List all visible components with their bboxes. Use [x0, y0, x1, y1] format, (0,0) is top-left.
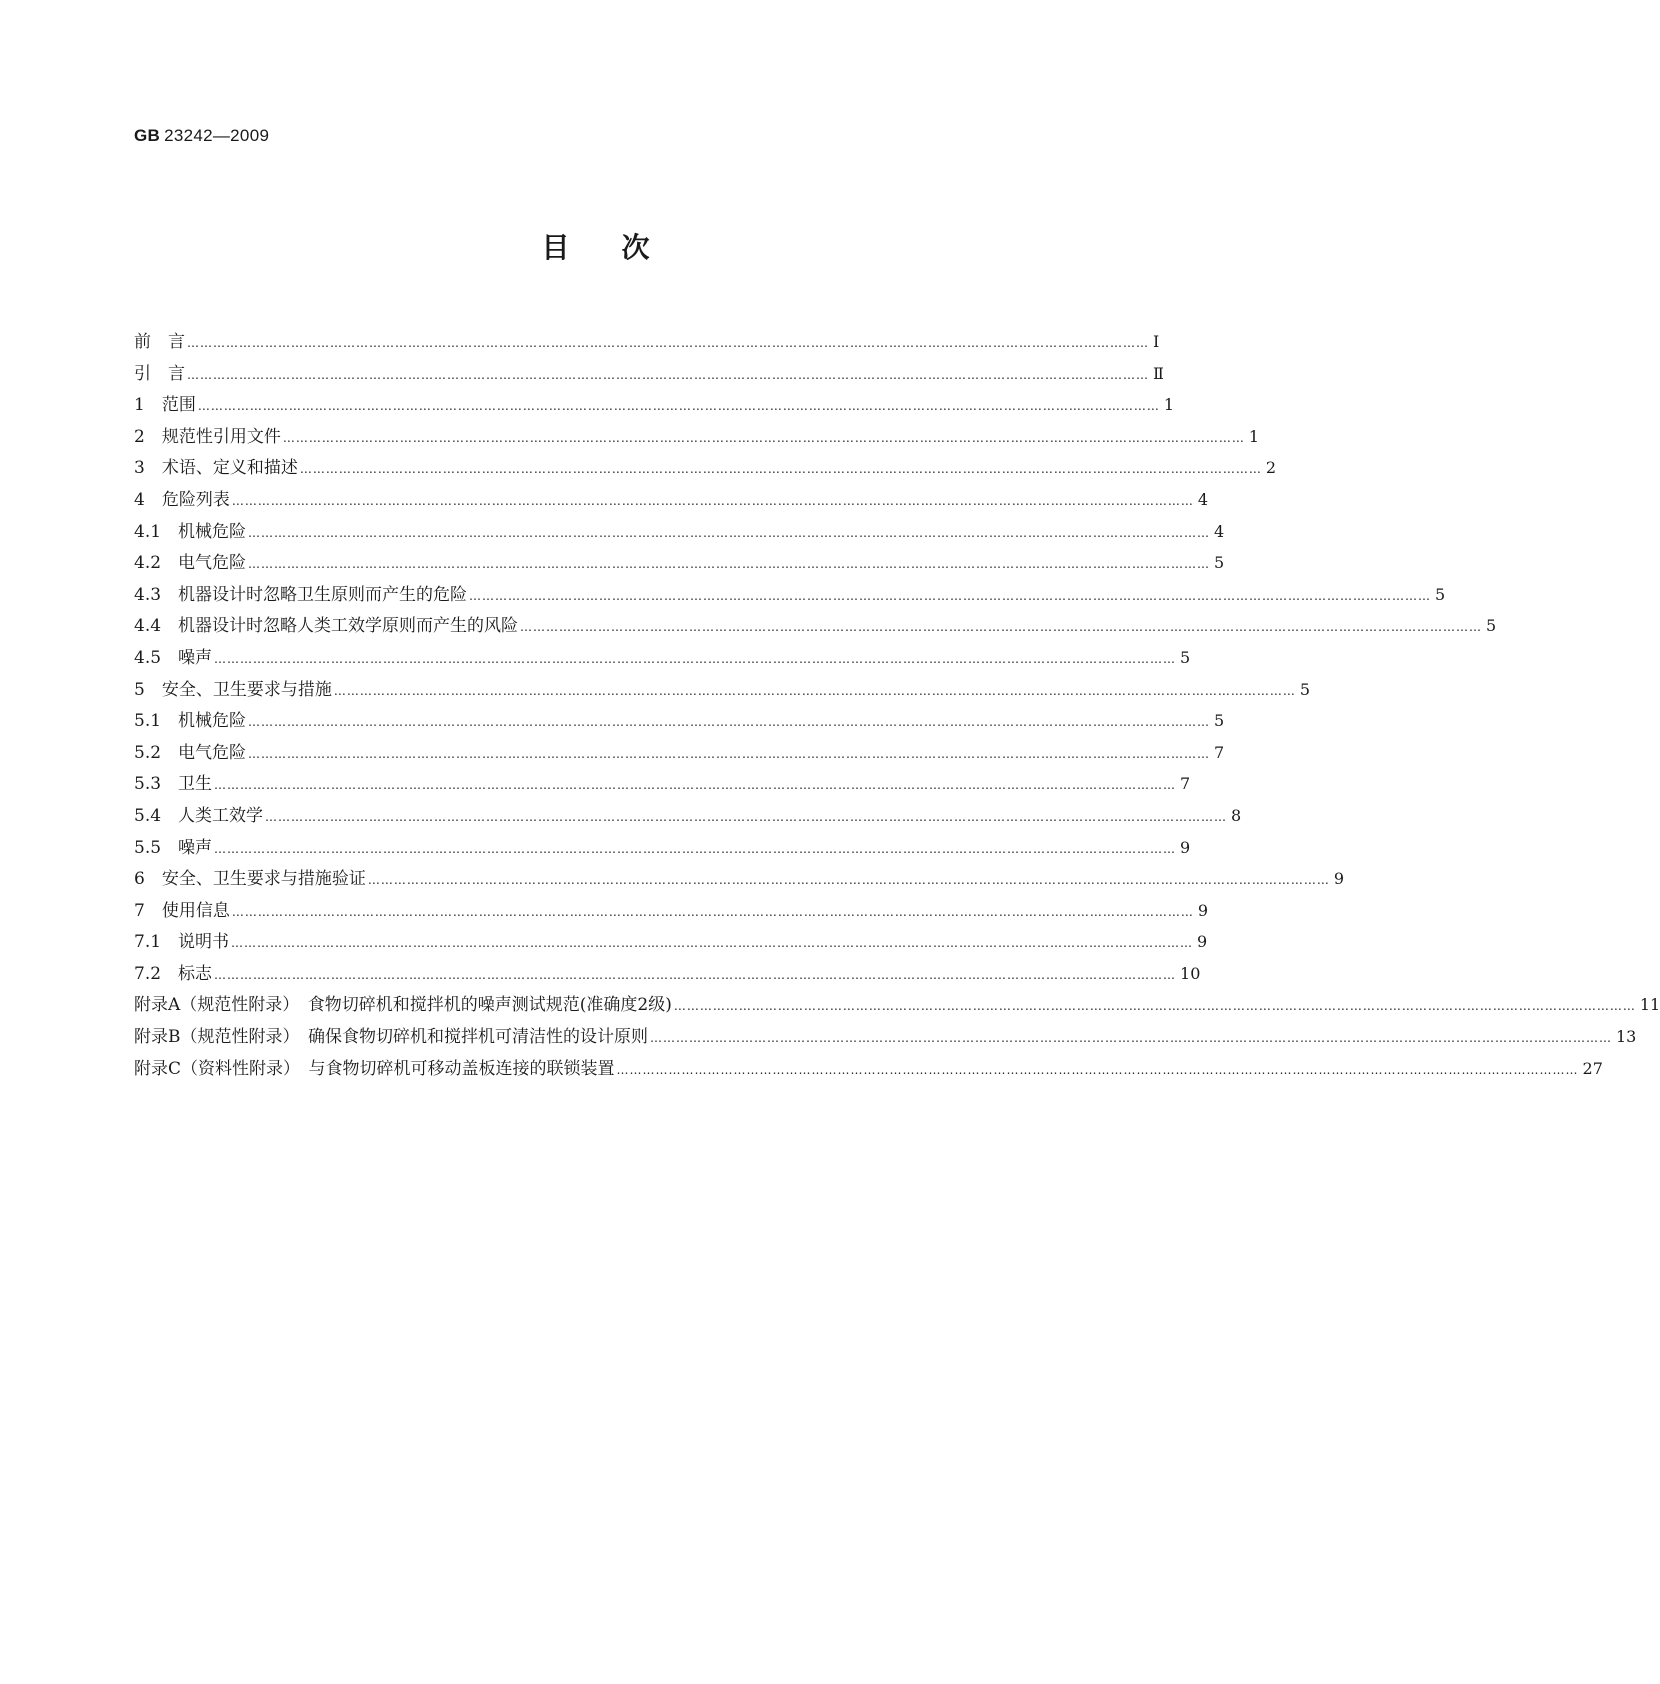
toc-entry-label: 附录B（规范性附录） 确保食物切碎机和搅拌机可清洁性的设计原则 — [134, 1027, 648, 1048]
toc-entry-label: 6 安全、卫生要求与措施验证 — [134, 869, 366, 890]
toc-entry[interactable] — [134, 453, 1277, 485]
toc-leader-dots: …………………………………………………………………………………………………………………………………………………………………………………………………… — [673, 999, 1636, 1014]
toc-entry-label: 5 安全、卫生要求与措施 — [134, 679, 332, 700]
toc-leader-dots: …………………………………………………………………………………………………………………………………………………………………………………………………… — [248, 557, 1211, 572]
toc-entry-label: 附录A（规范性附录） 食物切碎机和搅拌机的噪声测试规范(准确度2级) — [134, 995, 672, 1016]
toc-leader-dots: …………………………………………………………………………………………………………………………………………………………………………………………………… — [520, 620, 1483, 635]
toc-leader-dots: …………………………………………………………………………………………………………………………………………………………………………………………………… — [214, 967, 1177, 982]
toc-entry-label: 1 范围 — [134, 395, 196, 416]
toc-entry[interactable] — [134, 801, 1242, 833]
toc-leader-dots: …………………………………………………………………………………………………………………………………………………………………………………………………… — [333, 683, 1296, 698]
toc-entry-page: 11 — [1639, 995, 1660, 1015]
toc-leader-dots: …………………………………………………………………………………………………………………………………………………………………………………………………… — [299, 462, 1262, 477]
document-header — [134, 126, 269, 146]
page-title: 目次 — [541, 231, 702, 264]
toc-entry-label: 4 危险列表 — [134, 489, 230, 510]
toc-entry[interactable] — [134, 359, 1164, 391]
table-of-contents — [134, 327, 1660, 1085]
toc-entry[interactable] — [134, 738, 1225, 770]
toc-entry-label: 7.1 说明书 — [134, 932, 230, 953]
toc-leader-dots: …………………………………………………………………………………………………………………………………………………………………………………………………… — [248, 525, 1211, 540]
toc-entry[interactable] — [134, 548, 1225, 580]
toc-entry[interactable] — [134, 643, 1191, 675]
toc-entry[interactable] — [134, 580, 1446, 612]
toc-entry-page: 27 — [1582, 1058, 1603, 1078]
toc-entry-page: 5 — [1486, 616, 1497, 636]
toc-entry-page: Ⅰ — [1153, 332, 1160, 351]
toc-entry[interactable] — [134, 990, 1660, 1022]
toc-entry-page: 5 — [1214, 553, 1225, 573]
toc-entry-label: 4.2 电气危险 — [134, 553, 247, 574]
toc-leader-dots: …………………………………………………………………………………………………………………………………………………………………………………………………… — [214, 841, 1177, 856]
toc-entry-page: Ⅱ — [1153, 363, 1164, 383]
toc-leader-dots: …………………………………………………………………………………………………………………………………………………………………………………………………… — [187, 367, 1149, 382]
toc-entry-page: 10 — [1180, 963, 1201, 983]
toc-entry-label: 前 言 — [134, 332, 185, 352]
toc-leader-dots: …………………………………………………………………………………………………………………………………………………………………………………………………… — [616, 1062, 1579, 1077]
toc-entry[interactable] — [134, 327, 1160, 359]
toc-entry-page: 7 — [1180, 774, 1191, 794]
toc-entry-page: 4 — [1214, 521, 1225, 541]
toc-leader-dots: …………………………………………………………………………………………………………………………………………………………………………………………………… — [282, 430, 1245, 445]
toc-leader-dots: …………………………………………………………………………………………………………………………………………………………………………………………………… — [367, 873, 1330, 888]
toc-leader-dots: …………………………………………………………………………………………………………………………………………………………………………………………………… — [248, 715, 1211, 730]
toc-entry-label: 7.2 标志 — [134, 963, 213, 984]
toc-entry-page: 4 — [1197, 489, 1209, 509]
toc-entry[interactable] — [134, 927, 1208, 959]
toc-entry-page: 13 — [1616, 1027, 1637, 1047]
toc-entry-page: 2 — [1265, 458, 1277, 478]
toc-entry[interactable] — [134, 769, 1191, 801]
toc-entry[interactable] — [134, 611, 1497, 643]
toc-entry-label: 3 术语、定义和描述 — [134, 458, 298, 479]
toc-leader-dots: …………………………………………………………………………………………………………………………………………………………………………………………………… — [265, 809, 1228, 824]
toc-entry[interactable] — [134, 1022, 1637, 1054]
toc-entry-label: 5.2 电气危险 — [134, 742, 247, 763]
toc-entry-label: 4.1 机械危险 — [134, 521, 247, 542]
toc-entry-page: 5 — [1214, 711, 1225, 731]
toc-leader-dots: …………………………………………………………………………………………………………………………………………………………………………………………………… — [214, 651, 1177, 666]
toc-entry-label: 5.3 卫生 — [134, 774, 213, 795]
toc-entry[interactable] — [134, 959, 1201, 991]
toc-leader-dots: …………………………………………………………………………………………………………………………………………………………………………………………………… — [469, 588, 1432, 603]
toc-leader-dots: …………………………………………………………………………………………………………………………………………………………………………………………………… — [197, 399, 1160, 414]
toc-leader-dots: …………………………………………………………………………………………………………………………………………………………………………………………………… — [650, 1031, 1612, 1046]
toc-entry-page: 9 — [1333, 869, 1345, 889]
toc-entry-page: 5 — [1180, 647, 1191, 667]
standard-number: 23242—2009 — [164, 126, 270, 145]
toc-entry-label: 7 使用信息 — [134, 900, 230, 921]
toc-entry-page: 8 — [1231, 805, 1242, 825]
toc-entry[interactable] — [134, 1054, 1603, 1086]
toc-entry[interactable] — [134, 896, 1209, 928]
toc-entry-label: 2 规范性引用文件 — [134, 426, 281, 447]
toc-entry-page: 1 — [1248, 426, 1260, 446]
toc-entry-label: 引 言 — [134, 363, 185, 384]
toc-leader-dots: …………………………………………………………………………………………………………………………………………………………………………………………………… — [231, 493, 1194, 508]
toc-entry[interactable] — [134, 706, 1225, 738]
toc-leader-dots: …………………………………………………………………………………………………………………………………………………………………………………………………… — [231, 904, 1194, 919]
toc-leader-dots: …………………………………………………………………………………………………………………………………………………………………………………………………… — [214, 778, 1177, 793]
toc-leader-dots: …………………………………………………………………………………………………………………………………………………………………………………………………… — [187, 336, 1149, 350]
toc-entry-page: 1 — [1163, 395, 1175, 415]
toc-entry[interactable] — [134, 485, 1209, 517]
standard-prefix: GB — [134, 126, 161, 145]
toc-entry-page: 9 — [1197, 932, 1208, 952]
toc-entry[interactable] — [134, 833, 1191, 865]
toc-entry-label: 4.3 机器设计时忽略卫生原则而产生的危险 — [134, 584, 468, 605]
toc-entry[interactable] — [134, 517, 1225, 549]
toc-entry-label: 5.1 机械危险 — [134, 711, 247, 732]
toc-entry[interactable] — [134, 864, 1345, 896]
toc-entry[interactable] — [134, 675, 1311, 707]
toc-entry-label: 4.5 噪声 — [134, 647, 213, 668]
toc-leader-dots: …………………………………………………………………………………………………………………………………………………………………………………………………… — [231, 936, 1194, 951]
toc-entry-label: 附录C（资料性附录） 与食物切碎机可移动盖板连接的联锁装置 — [134, 1058, 615, 1079]
toc-entry-page: 9 — [1180, 837, 1191, 857]
toc-entry-page: 5 — [1435, 584, 1446, 604]
toc-entry-label: 5.5 噪声 — [134, 837, 213, 858]
toc-leader-dots: …………………………………………………………………………………………………………………………………………………………………………………………………… — [248, 746, 1211, 761]
toc-entry-label: 4.4 机器设计时忽略人类工效学原则而产生的风险 — [134, 616, 519, 637]
toc-entry-label: 5.4 人类工效学 — [134, 805, 264, 826]
toc-entry-page: 7 — [1214, 742, 1225, 762]
toc-entry[interactable] — [134, 422, 1260, 454]
toc-entry-page: 5 — [1299, 679, 1311, 699]
toc-entry[interactable] — [134, 390, 1175, 422]
toc-entry-page: 9 — [1197, 900, 1209, 920]
